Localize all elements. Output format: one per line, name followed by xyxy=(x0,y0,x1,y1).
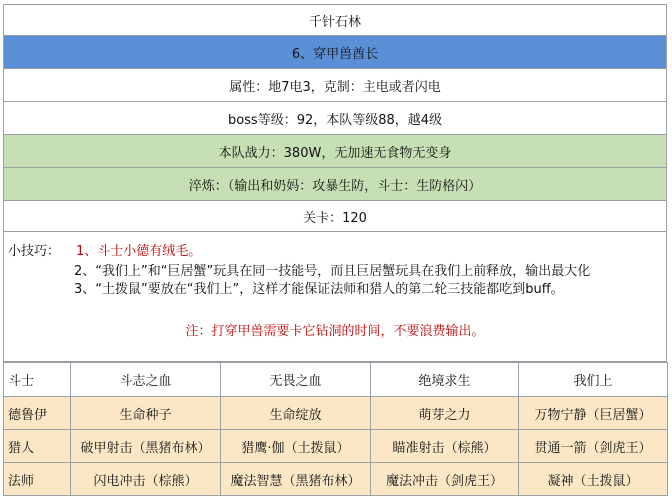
warning-note: 注：打穿甲兽需要卡它钻洞的时间，不要浪费输出。 xyxy=(185,324,485,339)
skill-cell: 魔法冲击（剑虎王） xyxy=(371,463,519,496)
stage-row: 关卡：120 xyxy=(3,201,667,232)
tip-item: 3、“土拨鼠”要放在“我们上”，这样才能保证法师和猎人的第二轮三技能都吃到buff。 xyxy=(74,282,564,297)
header-cell: 无畏之血 xyxy=(221,363,371,397)
class-cell: 德鲁伊 xyxy=(4,397,71,430)
header-cell: 斗士 xyxy=(4,363,71,397)
boss-name: 6、穿甲兽酋长 xyxy=(3,36,667,69)
skill-cell: 凝神（土拨鼠） xyxy=(519,463,668,496)
skill-cell: 万物宁静（巨居蟹） xyxy=(519,397,668,430)
skill-cell: 萌芽之力 xyxy=(371,397,519,430)
skill-cell: 猎鹰·伽（土拨鼠） xyxy=(221,430,371,463)
tips-section xyxy=(3,232,667,362)
class-cell: 法师 xyxy=(4,463,71,496)
skill-cell: 瞄准射击（棕熊） xyxy=(371,430,519,463)
team-power-row: 本队战力：380W，无加速无食物无变身 xyxy=(3,135,667,168)
skill-cell: 生命绽放 xyxy=(221,397,371,430)
header-cell: 斗志之血 xyxy=(71,363,221,397)
tip-item: 2、“我们上”和“巨居蟹”玩具在同一技能号，而且巨居蟹玩具在我们上前释放，输出最大化 xyxy=(74,264,591,279)
tips-label: 小技巧： xyxy=(8,244,61,259)
quench-row: 淬炼：（输出和奶妈：攻暴生防，斗士：生防格闪） xyxy=(3,168,667,201)
skill-cell: 生命种子 xyxy=(71,397,221,430)
header-cell: 绝境求生 xyxy=(371,363,519,397)
skill-cell: 贯通一箭（剑虎王） xyxy=(519,430,668,463)
table-row xyxy=(4,463,668,496)
stage-title: 千针石林 xyxy=(3,4,667,36)
table-row xyxy=(4,397,668,430)
level-row: boss等级：92，本队等级88，越4级 xyxy=(3,102,667,135)
attributes-row: 属性：地7电3，克制：主电或者闪电 xyxy=(3,69,667,102)
table-header-row xyxy=(4,363,668,397)
class-cell: 猎人 xyxy=(4,430,71,463)
header-cell: 我们上 xyxy=(519,363,668,397)
tip-item: 1、斗士小德有绒毛。 xyxy=(76,244,202,259)
skill-cell: 魔法智慧（黑猪布林） xyxy=(221,463,371,496)
skill-cell: 闪电冲击（棕熊） xyxy=(71,463,221,496)
skill-cell: 破甲射击（黑猪布林） xyxy=(71,430,221,463)
skills-table xyxy=(3,362,668,496)
table-row xyxy=(4,430,668,463)
